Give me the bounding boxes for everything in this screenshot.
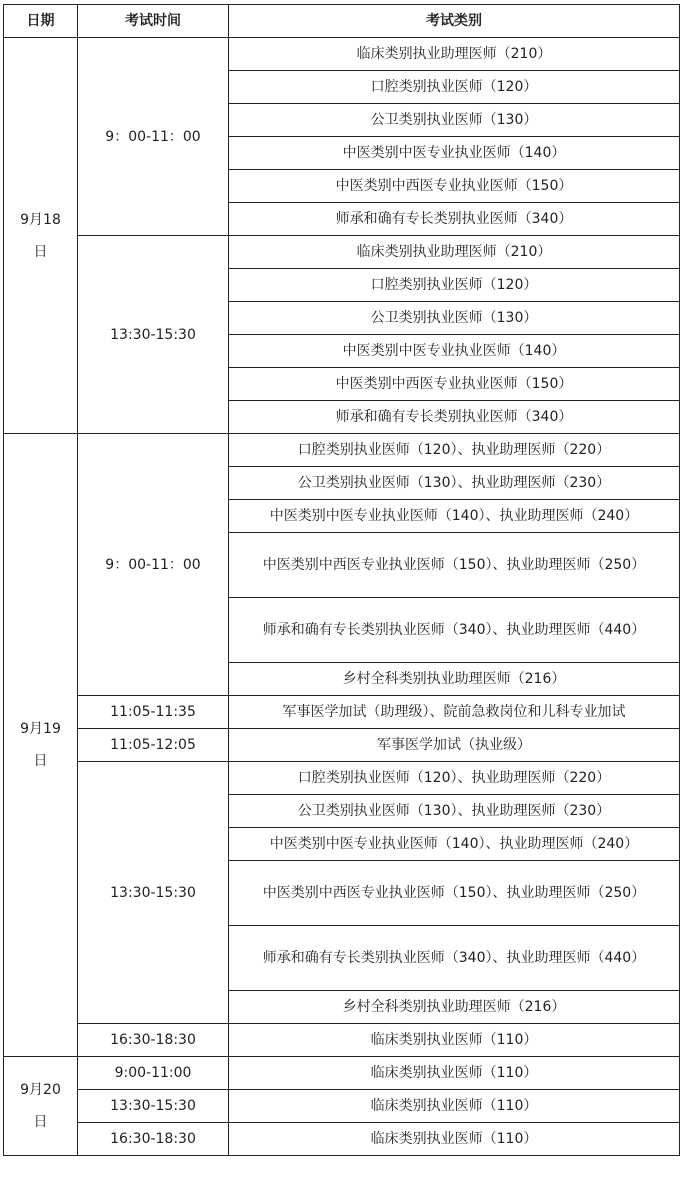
exam-category-cell: 口腔类别执业医师（120）、执业助理医师（220） <box>229 762 680 795</box>
exam-category-cell: 公卫类别执业医师（130） <box>229 302 680 335</box>
exam-category-cell: 乡村全科类别执业助理医师（216） <box>229 991 680 1024</box>
exam-time-cell: 16:30-18:30 <box>78 1024 229 1057</box>
exam-time-cell: 13:30-15:30 <box>78 1090 229 1123</box>
header-category: 考试类别 <box>229 5 680 38</box>
table-row <box>4 434 680 467</box>
exam-category-cell: 中医类别中西医专业执业医师（150）、执业助理医师（250） <box>229 861 680 926</box>
exam-category-cell: 师承和确有专长类别执业医师（340） <box>229 401 680 434</box>
exam-time-cell: 16:30-18:30 <box>78 1123 229 1156</box>
exam-time-cell: 9：00-11：00 <box>78 38 229 236</box>
table-row <box>4 1024 680 1057</box>
exam-category-cell: 中医类别中医专业执业医师（140） <box>229 137 680 170</box>
exam-category-cell: 中医类别中医专业执业医师（140） <box>229 335 680 368</box>
table-row <box>4 1090 680 1123</box>
date-text-suffix: 日 <box>33 243 48 260</box>
exam-schedule-table <box>3 4 680 1156</box>
exam-category-cell: 军事医学加试（执业级） <box>229 729 680 762</box>
table-row <box>4 696 680 729</box>
table-row <box>4 762 680 795</box>
date-text: 9月19 <box>20 721 61 737</box>
exam-category-cell: 公卫类别执业医师（130） <box>229 104 680 137</box>
date-text: 9月18 <box>20 211 61 228</box>
table-row <box>4 236 680 269</box>
date-text-suffix: 日 <box>33 1114 48 1130</box>
exam-category-cell: 中医类别中西医专业执业医师（150）、执业助理医师（250） <box>229 533 680 598</box>
header-time: 考试时间 <box>78 5 229 38</box>
table-row <box>4 38 680 71</box>
exam-category-cell: 临床类别执业医师（110） <box>229 1024 680 1057</box>
exam-category-cell: 中医类别中西医专业执业医师（150） <box>229 368 680 401</box>
date-cell <box>4 434 78 1057</box>
exam-time-cell: 9:00-11:00 <box>78 1057 229 1090</box>
exam-time-cell: 11:05-11:35 <box>78 696 229 729</box>
exam-category-cell: 军事医学加试（助理级）、院前急救岗位和儿科专业加试 <box>229 696 680 729</box>
date-text-suffix: 日 <box>33 753 48 769</box>
header-row <box>4 5 680 38</box>
date-cell <box>4 38 78 434</box>
exam-category-cell: 临床类别执业助理医师（210） <box>229 236 680 269</box>
exam-category-cell: 中医类别中医专业执业医师（140）、执业助理医师（240） <box>229 828 680 861</box>
exam-category-cell: 临床类别执业医师（110） <box>229 1057 680 1090</box>
schedule-body <box>4 38 680 1156</box>
exam-time-cell: 9：00-11：00 <box>78 434 229 696</box>
exam-category-cell: 临床类别执业助理医师（210） <box>229 38 680 71</box>
exam-category-cell: 中医类别中医专业执业医师（140）、执业助理医师（240） <box>229 500 680 533</box>
exam-category-cell: 师承和确有专长类别执业医师（340）、执业助理医师（440） <box>229 598 680 663</box>
exam-time-cell: 13:30-15:30 <box>78 762 229 1024</box>
exam-category-cell: 师承和确有专长类别执业医师（340）、执业助理医师（440） <box>229 926 680 991</box>
table-row <box>4 1123 680 1156</box>
exam-category-cell: 临床类别执业医师（110） <box>229 1123 680 1156</box>
exam-category-cell: 公卫类别执业医师（130）、执业助理医师（230） <box>229 467 680 500</box>
exam-time-cell: 11:05-12:05 <box>78 729 229 762</box>
exam-category-cell: 临床类别执业医师（110） <box>229 1090 680 1123</box>
exam-category-cell: 乡村全科类别执业助理医师（216） <box>229 663 680 696</box>
table-row <box>4 1057 680 1090</box>
exam-category-cell: 公卫类别执业医师（130）、执业助理医师（230） <box>229 795 680 828</box>
exam-category-cell: 口腔类别执业医师（120）、执业助理医师（220） <box>229 434 680 467</box>
date-cell <box>4 1057 78 1156</box>
exam-category-cell: 中医类别中西医专业执业医师（150） <box>229 170 680 203</box>
exam-category-cell: 师承和确有专长类别执业医师（340） <box>229 203 680 236</box>
exam-category-cell: 口腔类别执业医师（120） <box>229 71 680 104</box>
exam-time-cell: 13:30-15:30 <box>78 236 229 434</box>
header-date: 日期 <box>4 5 78 38</box>
exam-category-cell: 口腔类别执业医师（120） <box>229 269 680 302</box>
date-text: 9月20 <box>20 1082 61 1098</box>
table-row <box>4 729 680 762</box>
